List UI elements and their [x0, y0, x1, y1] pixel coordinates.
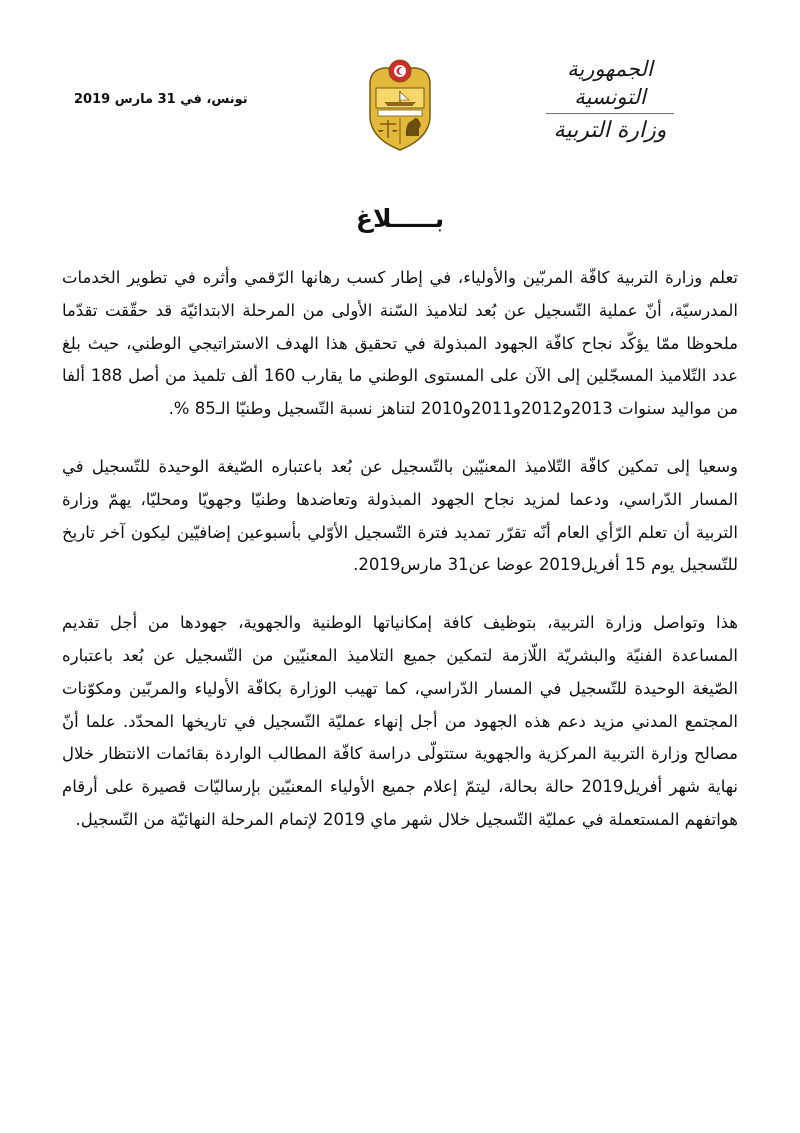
paragraph-registration-progress: تعلم وزارة التربية كافّة المربّين والأولياء، في إطار كسب رهانها الرّقمي وأثره في تطوير الخدمات المدرسيّة، أنّ عملية التّسجيل عن بُعد لتلاميذ السّنة الأولى من المرحلة الابتدائيّة قد حقّقت تقدّما ملحوظا ممّا يؤكّد نجاح كافّة الجهود المبذولة في تحقيق هذا الهدف الاستراتيجي الوطني، حيث بلغ عدد التّلاميذ المسجّلين إلى الآن على المستوى الوطني ما يقارب 160 ألف تلميذ من أصل 188 ألفا من مواليد سنوات 2013و2012و2011و2010 لتناهز نسبة التّسجيل وطنيّا الـ85 %. — [62, 268, 739, 419]
tunisia-coat-of-arms-icon — [364, 58, 436, 152]
document-body — [62, 262, 738, 862]
republic-name: الجمهورية التونسية — [546, 55, 674, 114]
ministry-name: وزارة التربية — [553, 118, 667, 143]
paragraph-deadline-extension: وسعيا إلى تمكين كافّة التّلاميذ المعنيّين بالتّسجيل عن بُعد باعتباره الصّيغة الوحيدة للتّسجيل في المسار الدّراسي، ودعما لمزيد نجاح الجهود المبذولة وتعاضدها وطنيّا وجهويّا ومحليّا، يهمّ وزارة التربية أن تعلم الرّأي العام أنّه تقرّر تمديد فترة التّسجيل الأوّلي بأسبوعين إضافيّين ليكون آخر تاريخ للتّسجيل يوم 15 أفريل2019 عوضا عن31 مارس2019. — [62, 456, 738, 575]
ministry-header — [540, 55, 680, 148]
paragraph-support-and-waitlist: هذا وتواصل وزارة التربية، بتوظيف كافة إمكانياتها الوطنية والجهوية، جهودها من أجل تقديم المساعدة الفنيّة والبشريّة اللّازمة لتمكين جميع التلاميذ المعنيّين من التّسجيل عن بُعد باعتباره الصّيغة الوحيدة للتّسجيل في المسار الدّراسي، كما تهيب الوزارة بكافّة الأولياء والمربّين ومكوّنات المجتمع المدني مزيد دعم هذه الجهود من أجل إنهاء عمليّة التّسجيل في تاريخها المحدّد. علما أنّ مصالح وزارة التربية المركزية والجهوية ستتولّى دراسة كافّة المطالب الواردة بقائمات الانتظار خلال نهاية شهر أفريل2019 حالة بحالة، ليتمّ إعلام جميع الأولياء المعنيّين بإرساليّات قصيرة على أرقام هواتفهم المستعملة في عمليّة التّسجيل خلال شهر ماي 2019 لإتمام المرحلة النهائيّة من التّسجيل. — [62, 613, 738, 829]
document-date: تونس، في 31 مارس 2019 — [74, 92, 248, 107]
document-title: بـــــلاغ — [355, 204, 445, 233]
